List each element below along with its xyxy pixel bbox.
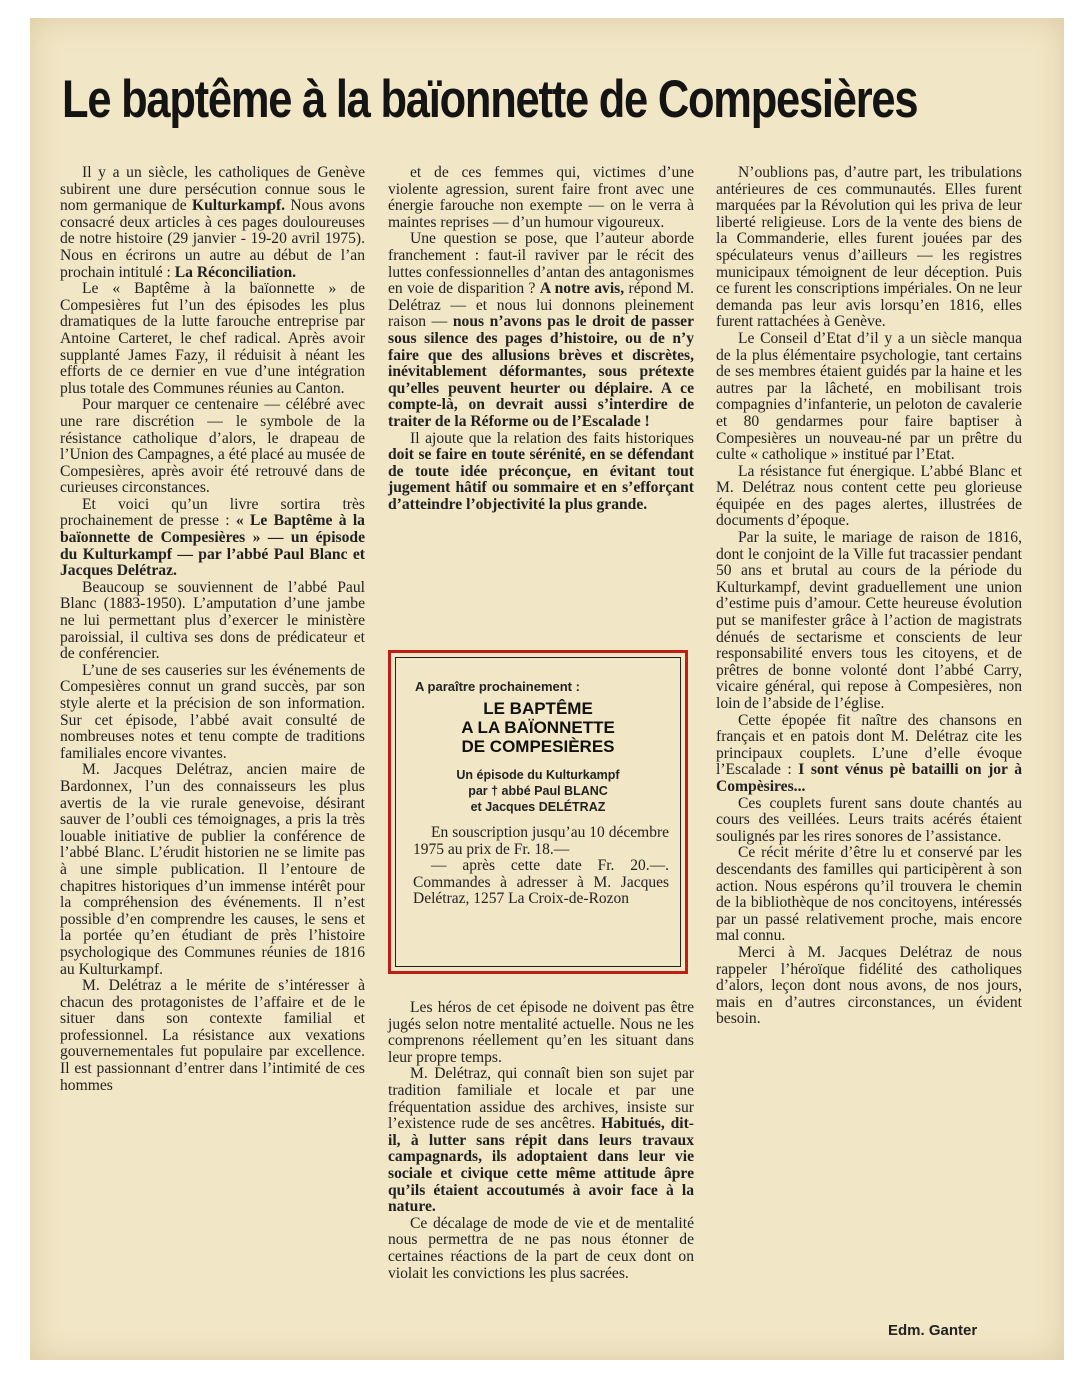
paragraph: Par la suite, le mariage de raison de 1816, dont le conjoint de la Ville fut tracassier pendant 50 ans et brutal au cours de la période du Kulturkampf, devint graduellement une union d’estime puis d’amour. Cette heureuse évolution put se manifester grâce à l’action de magistrats dénués de sectarisme et conscients de leur responsabilité envers tous les citoyens, et de prêtres de bonne volonté dont l’abbé Carry, vicaire général, qui repose à Compesières, non loin de l’abside de l’église. xyxy=(716,529,1022,712)
paragraph: Ces couplets furent sans doute chantés au cours des veillées. Leurs traits acérés étaient soulignés par les rires sonores de l’assistance. xyxy=(716,794,1022,845)
article-column-2-top xyxy=(388,165,694,513)
paragraph: Merci à M. Jacques Delétraz de nous rappeler l’héroïque fidélité des catholiques d’alors, leçon dont nous avons, de nos jours, mais en d’autres circonstances, un évident besoin. xyxy=(716,943,1022,1028)
paragraph: N’oublions pas, d’autre part, les tribulations antérieures de ces communautés. Elles furent marquées par la Révolution qui les priva de leur liberté religieuse. Lors de la vente des biens de la Commanderie, elles furent jouées par des spéculateurs venus d’ailleurs — les registres municipaux témoignent de leur déception. Puis ce furent les conscriptions impériales. On ne leur demanda pas leur avis lorsqu’en 1816, elles furent rattachées à Genève. xyxy=(716,164,1022,331)
announcement-kicker: A paraître prochainement : xyxy=(415,679,580,694)
paragraph: Une question se pose, que l’auteur aborde franchement : faut-il raviver par le récit des luttes confessionnelles d’antan des antagonismes en voie de disparition ? A notre avis, répond M. Delétraz — et nous lui donnons pleinement raison — nous n’avons pas le droit de passer sous silence des pages d’histoire, ou de n’y faire que des allusions brèves et discrètes, inévitablement déformantes, sous prétexte qu’elles peuvent heurter ou déplaire. A ce compte-là, on devrait aussi s’interdire de traiter de la Réforme ou de l’Escalade ! xyxy=(388,230,694,430)
article-column-1 xyxy=(60,165,365,1094)
paragraph: Pour marquer ce centenaire — célébré avec une rare discrétion — le symbole de la résistance catholique d’alors, le drapeau de l’Union des Campagnes, a été placé au musée de Compesières, après avoir été retrouvé dans de curieuses circonstances. xyxy=(60,396,365,497)
paragraph: Les héros de cet épisode ne doivent pas être jugés selon notre mentalité actuelle. Nous ne les comprenons réellement qu’en les situant dans leur propre temps. xyxy=(388,999,694,1066)
paragraph: La résistance fut énergique. L’abbé Blanc et M. Delétraz nous content cette peu glorieuse équipée en des pages alertes, illustrées de documents d’époque. xyxy=(716,462,1022,530)
order-address: — après cette date Fr. 20.—. Commandes à adresser à M. Jacques Delétraz, 1257 La Croix-de-Rozon xyxy=(413,857,669,908)
subscription-price: En souscription jusqu’au 10 décembre 1975 au prix de Fr. 18.— xyxy=(413,824,669,858)
paragraph: Ce décalage de mode de vie et de mentalité nous permettra de ne pas nous étonner de certaines réactions de la part de ceux dont on violait les convictions les plus sacrées. xyxy=(388,1214,694,1282)
article-headline: Le baptême à la baïonnette de Compesières xyxy=(62,70,918,129)
author-signature: Edm. Ganter xyxy=(888,1322,978,1339)
paragraph: Le Conseil d’Etat d’il y a un siècle manqua de la plus élémentaire psychologie, tant certains de ses membres étaient guidés par la haine et les autres par la lâcheté, en mobilisant trois compagnies d’infanterie, un peloton de cavalerie et 80 gendarmes pour faire baptiser à Compesières un nouveau-né par un prêtre du culte « catholique » institué par l’Etat. xyxy=(716,329,1022,464)
paragraph: M. Delétraz, qui connaît bien son sujet par tradition familiale et locale et par une fréquentation assidue des archives, insiste sur l’existence rude de ses ancêtres. Habitués, dit-il, à lutter sans répit dans leurs travaux campagnards, ils adoptaient dans leur vie sociale et civique cette même attitude âpre qu’ils étaient accoutumés à avoir face à la nature. xyxy=(388,1065,694,1216)
paragraph: Il y a un siècle, les catholiques de Genève subirent une dure persécution connue sous le nom germanique de Kulturkampf. Nous avons consacré deux articles à ces pages douloureuses de notre histoire (29 janvier - 19-20 avril 1975). Nous en écrirons un autre au début de l’an prochain intitulé : La Réconciliation. xyxy=(60,164,365,281)
article-column-2-bottom xyxy=(388,1000,694,1282)
book-announcement-box xyxy=(388,650,688,974)
paragraph: M. Jacques Delétraz, ancien maire de Bardonnex, l’un des connaisseurs les plus avertis de la vie rurale genevoise, désirant sauver de l’oubli ces témoignages, a pris la très louable initiative de publier la conférence de l’abbé Blanc. L’érudit historien ne se limite pas à une simple publication. Il l’entoure de chapitres historiques d’un immense intérêt pour la compréhension des événements. Il n’est possible d’en comprendre les causes, le sens et la portée qu’en étudiant de près l’histoire psychologique des Communes réunies de 1816 au Kulturkampf. xyxy=(60,761,365,978)
book-subtitle: Un épisode du Kulturkampf par † abbé Paul BLANC et Jacques DELÉTRAZ xyxy=(456,768,620,814)
book-title: LE BAPTÊME A LA BAÏONNETTE DE COMPESIÈRES xyxy=(461,699,615,756)
paragraph: Il ajoute que la relation des faits historiques doit se faire en toute sérénité, en se défendant de toute idée préconçue, en évitant tout jugement hâtif ou sommaire et en s’efforçant d’atteindre l’objectivité la plus grande. xyxy=(388,429,694,513)
subscription-info xyxy=(413,825,669,908)
paragraph: M. Delétraz a le mérite de s’intéresser à chacun des protagonistes de l’affaire et de le situer dans son contexte familial et professionnel. La résistance aux vexations gouvernementales fut populaire par excellence. Il est passionnant d’entrer dans l’intimité de ces hommes xyxy=(60,977,365,1094)
paragraph: Ce récit mérite d’être lu et conservé par les descendants des familles qui participèrent à son action. Nous espérons qu’il trouvera le chemin de la bibliothèque de nos concitoyens, intéressés par un passé relativement proche, mais encore mal connu. xyxy=(716,844,1022,945)
article-column-3 xyxy=(716,165,1022,1028)
paragraph: Le « Baptême à la baïonnette » de Compesières fut l’un des épisodes les plus dramatiques de la lutte farouche entreprise par Antoine Carteret, le chef radical. Après avoir supplanté James Fazy, il réduisit à néant les efforts de ce dernier en vue d’une intégration plus totale des Communes réunies au Canton. xyxy=(60,280,365,397)
paragraph: Et voici qu’un livre sortira très prochainement de presse : « Le Baptême à la baïonnette de Compesières » — un épisode du Kulturkampf — par l’abbé Paul Blanc et Jacques Delétraz. xyxy=(60,495,365,580)
paragraph: et de ces femmes qui, victimes d’une violente agression, surent faire front avec une énergie farouche non exempte — on le verra à maintes reprises — d’un humour vigoureux. xyxy=(388,164,694,231)
paragraph: Cette épopée fit naître des chansons en français et en patois dont M. Delétraz cite les principaux couplets. L’une d’elle évoque l’Escalade : I sont vénus pè batailli on jor à Compèsires... xyxy=(716,711,1022,795)
paragraph: L’une de ses causeries sur les événements de Compesières connut un grand succès, par son style alerte et la précision de son information. Sur cet épisode, l’abbé avait consulté de nombreuses notes et tenu compte de traditions familiales encore vivantes. xyxy=(60,661,365,762)
paragraph: Beaucoup se souviennent de l’abbé Paul Blanc (1883-1950). L’amputation d’une jambe ne lui permettant plus d’exercer le ministère paroissial, il cultiva ses dons de prédicateur et de conférencier. xyxy=(60,578,365,663)
